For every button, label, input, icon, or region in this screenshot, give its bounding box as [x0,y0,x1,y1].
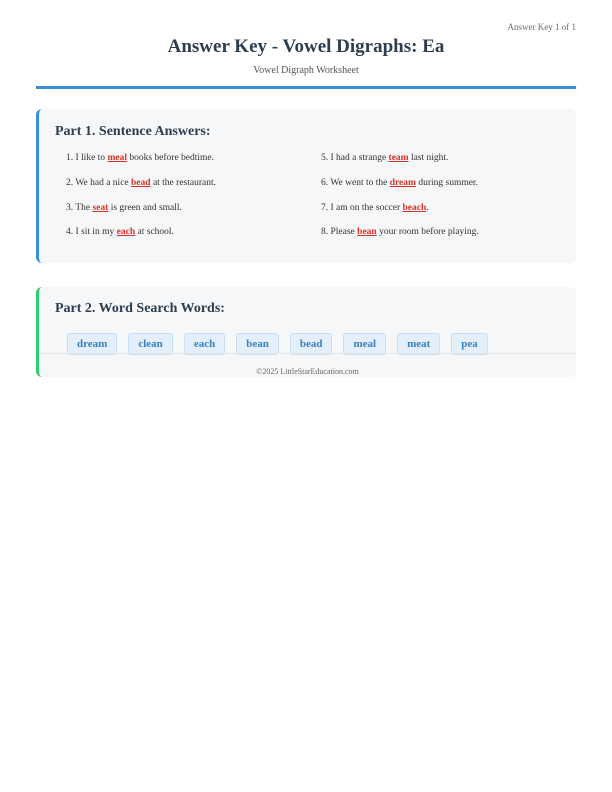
word-chip: each [184,333,225,355]
answer-word: beach [402,203,427,213]
title-rule [36,86,576,89]
part2-card [36,287,576,377]
answer-word: bean [357,227,377,237]
sentence-7 [321,203,429,213]
footer-divider [39,353,576,354]
word-chip: meal [343,333,386,355]
answer-word: bead [131,178,151,188]
sentence-text: last night. [408,153,449,163]
sentence-4 [66,227,174,237]
sentence-text: 8. Please [321,227,358,237]
answer-word: team [388,153,409,163]
sentence-2 [66,178,216,188]
sentence-text: 4. I sit in my [66,227,117,237]
page-subtitle: Vowel Digraph Worksheet [253,65,359,76]
page-number: Answer Key 1 of 1 [507,22,576,32]
part2-title: Part 2. Word Search Words: [55,301,225,316]
word-list [67,333,488,355]
sentence-text: your room before playing. [376,227,479,237]
sentence-6 [321,178,478,188]
sentence-text: 7. I am on the soccer [321,203,403,213]
word-chip: dream [67,333,117,355]
part1-title: Part 1. Sentence Answers: [55,124,211,139]
sentence-text: . [426,203,429,213]
sentence-text: 1. I like to [66,153,108,163]
sentence-text: is green and small. [108,203,182,213]
word-chip: meat [397,333,440,355]
sentence-text: 2. We had a nice [66,178,132,188]
word-chip: bead [290,333,333,355]
answer-word: seat [92,203,109,213]
answer-word: each [116,227,136,237]
sentence-8 [321,227,479,237]
word-chip: bean [236,333,279,355]
word-chip: clean [128,333,172,355]
sentence-text: 5. I had a strange [321,153,389,163]
sentence-text: during summer. [415,178,478,188]
answer-word: meal [107,153,127,163]
sentence-5 [321,153,448,163]
sentence-3 [66,203,182,213]
sentence-text: at the restaurant. [150,178,216,188]
sentence-text: books before bedtime. [126,153,215,163]
sentence-text: 6. We went to the [321,178,390,188]
sentence-text: 3. The [66,203,93,213]
sentence-1 [66,153,214,163]
page-title: Answer Key - Vowel Digraphs: Ea [167,36,445,57]
part1-card [36,109,576,263]
answer-word: dream [389,178,416,188]
footer-copyright: ©2025 LittleStarEducation.com [256,367,359,376]
word-chip: pea [451,333,488,355]
sentence-text: at school. [135,227,174,237]
